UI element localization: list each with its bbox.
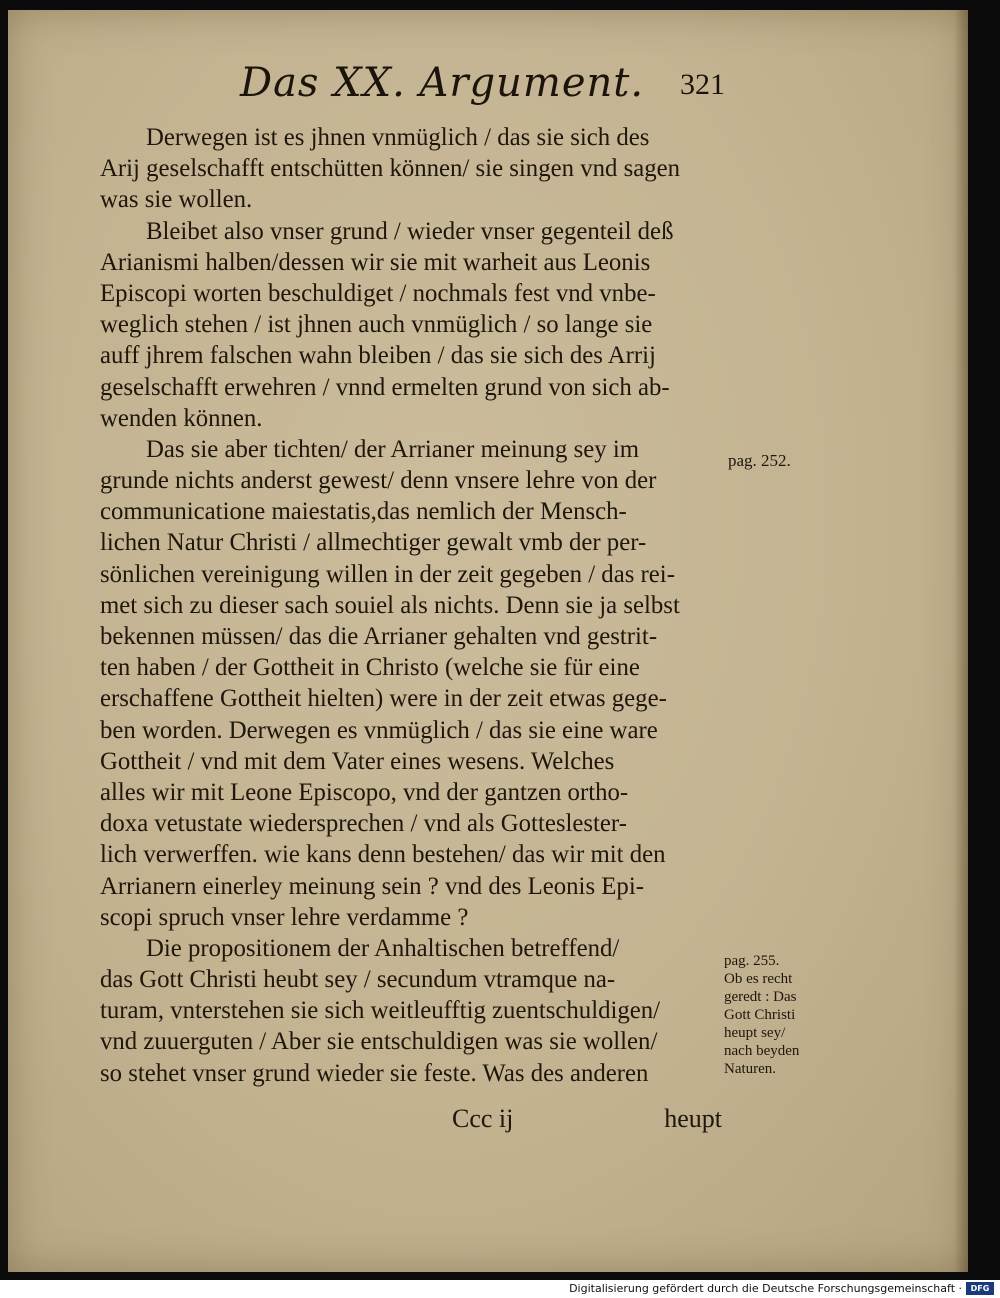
text-line: erschaffene Gottheit hielten) were in der zeit etwas gege- xyxy=(100,685,667,713)
text-line: scopi spruch vnser lehre verdamme ? xyxy=(100,903,469,931)
margin-note-line: Ob es recht xyxy=(724,971,793,987)
margin-note-line: Gott Christi xyxy=(724,1007,796,1023)
text-line: Das sie aber tichten/ der Arrianer meinung sey im xyxy=(146,435,640,463)
text-line: auff jhrem falschen wahn bleiben / das sie sich des Arrij xyxy=(100,342,656,370)
text-line: Derwegen ist es jhnen vnmüglich / das sie sich des xyxy=(146,124,650,151)
text-line: alles wir mit Leone Episcopo, vnd der gantzen ortho- xyxy=(100,778,629,806)
text-line: Arrianern einerley meinung sein ? vnd des Leonis Epi- xyxy=(100,872,644,900)
running-head: Das XX. Argument. xyxy=(240,60,645,106)
margin-note-line: geredt : Das xyxy=(724,989,797,1005)
text-line: Die propositionem der Anhaltischen betreffend/ xyxy=(146,934,620,962)
text-line: Bleibet also vnser grund / wieder vnser gegenteil deß xyxy=(146,217,674,245)
credit-bar xyxy=(0,1280,1000,1298)
text-line: ten haben / der Gottheit in Christo (welche sie für eine xyxy=(100,654,640,682)
page-number: 321 xyxy=(680,68,725,101)
margin-note-line: heupt sey/ xyxy=(724,1025,786,1041)
margin-note-line: nach beyden xyxy=(724,1043,800,1059)
text-line: geselschafft erwehren / vnnd ermelten grund von sich ab- xyxy=(100,373,670,401)
text-line: vnd zuuerguten / Aber sie entschuldigen was sie wollen/ xyxy=(100,1028,658,1056)
text-line: Arij geselschafft entschütten können/ sie singen vnd sagen xyxy=(100,155,681,183)
text-line: ben worden. Derwegen es vnmüglich / das sie eine ware xyxy=(100,716,658,744)
text-line: doxa vetustate wiedersprechen / vnd als Gotteslester- xyxy=(100,810,627,838)
text-line: turam, vnterstehen sie sich weitleufftig zuentschuldigen/ xyxy=(100,997,661,1025)
text-line: lichen Natur Christi / allmechtiger gewalt vmb der per- xyxy=(100,529,647,557)
text-line: Episcopi worten beschuldiget / nochmals fest vnd vnbe- xyxy=(100,279,656,307)
margin-note-gloss xyxy=(724,952,799,1078)
body-text xyxy=(100,122,728,1089)
margin-note-line: Naturen. xyxy=(724,1061,777,1077)
catchword: heupt xyxy=(664,1104,722,1133)
text-line: so stehet vnser grund wieder sie feste. Was des anderen xyxy=(100,1059,649,1087)
text-line: weglich stehen / ist jhnen auch vnmüglich / so lange sie xyxy=(100,311,653,339)
text-line: lich verwerffen. wie kans denn bestehen/ das wir mit den xyxy=(100,841,666,869)
text-line: bekennen müssen/ das die Arrianer gehalten vnd gestrit- xyxy=(100,623,658,650)
credit-text: Digitalisierung gefördert durch die Deutsche Forschungsgemeinschaft · xyxy=(569,1282,962,1295)
footer-line xyxy=(100,1104,728,1136)
text-line: grunde nichts anderst gewest/ denn vnsere lehre von der xyxy=(100,467,657,495)
text-line: wenden können. xyxy=(100,404,263,432)
text-line: das Gott Christi heubt sey / secundum vtramque na- xyxy=(100,966,616,994)
margin-note-page-ref: pag. 252. xyxy=(728,451,791,470)
text-line: Gottheit / vnd mit dem Vater eines wesens. Welches xyxy=(100,747,615,775)
dfg-logo: DFG xyxy=(966,1282,994,1295)
text-line: met sich zu dieser sach souiel als nichts. Denn sie ja selbst xyxy=(100,591,680,619)
margin-note-line: pag. 255. xyxy=(724,953,780,969)
signature-mark: Ccc ij xyxy=(452,1104,514,1133)
text-line: was sie wollen. xyxy=(100,186,253,214)
text-line: communicatione maiestatis,das nemlich der Mensch- xyxy=(100,498,627,526)
text-line: Arianismi halben/dessen wir sie mit warheit aus Leonis xyxy=(100,248,651,276)
page-edge-shadow xyxy=(954,10,968,1272)
text-line: sönlichen vereinigung willen in der zeit gegeben / das rei- xyxy=(100,560,675,588)
